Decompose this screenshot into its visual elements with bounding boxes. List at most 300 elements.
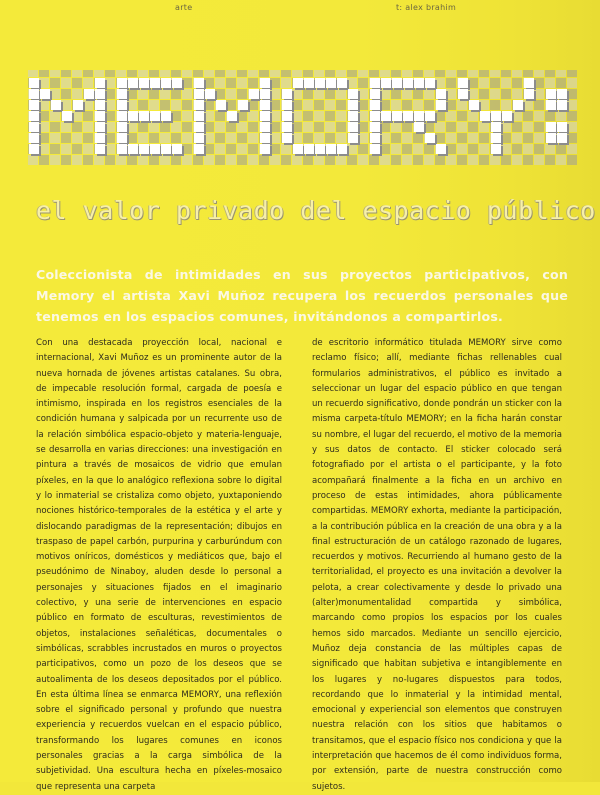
pixel-background-tile bbox=[61, 155, 71, 165]
pixel-background-tile bbox=[215, 122, 225, 132]
pixel-letter-tile bbox=[480, 111, 490, 121]
pixel-letter-tile bbox=[29, 111, 39, 121]
pixel-background-tile bbox=[281, 70, 291, 77]
pixel-background-tile bbox=[545, 78, 555, 88]
pixel-background-tile bbox=[325, 122, 335, 132]
pixel-background-tile bbox=[523, 144, 533, 154]
pixel-background-tile bbox=[567, 111, 577, 121]
pixel-background-tile bbox=[402, 133, 412, 143]
pixel-background-tile bbox=[138, 122, 148, 132]
pixel-letter-tile bbox=[29, 100, 39, 110]
pixel-background-tile bbox=[226, 122, 236, 132]
pixel-letter-tile bbox=[40, 89, 50, 99]
pixel-background-tile bbox=[479, 78, 489, 88]
pixel-background-tile bbox=[83, 111, 93, 121]
pixel-letter-tile bbox=[84, 89, 94, 99]
pixel-background-tile bbox=[28, 155, 38, 165]
pixel-background-tile bbox=[72, 144, 82, 154]
pixel-background-tile bbox=[402, 100, 412, 110]
pixel-background-tile bbox=[50, 111, 60, 121]
pixel-background-tile bbox=[182, 89, 192, 99]
pixel-background-tile bbox=[193, 70, 203, 77]
pixel-background-tile bbox=[523, 122, 533, 132]
pixel-letter-tile bbox=[546, 89, 556, 99]
pixel-background-tile bbox=[72, 89, 82, 99]
pixel-background-tile bbox=[501, 89, 511, 99]
pixel-background-tile bbox=[424, 155, 434, 165]
pixel-background-tile bbox=[94, 155, 104, 165]
pixel-letter-tile bbox=[117, 144, 127, 154]
pixel-background-tile bbox=[479, 144, 489, 154]
pixel-letter-tile bbox=[557, 133, 567, 143]
pixel-background-tile bbox=[380, 155, 390, 165]
pixel-background-tile bbox=[50, 133, 60, 143]
pixel-background-tile bbox=[248, 70, 258, 77]
pixel-background-tile bbox=[171, 100, 181, 110]
pixel-background-tile bbox=[281, 144, 291, 154]
pixel-letter-tile bbox=[216, 100, 226, 110]
lead-paragraph: Coleccionista de intimidades en sus proyectos participativos, con Memory el artista Xavi Muñoz recupera los recuerdos personales que tenemos en los espacios comunes, invitándonos a compartirlos. bbox=[36, 267, 568, 324]
pixel-background-tile bbox=[303, 122, 313, 132]
pixel-background-tile bbox=[457, 111, 467, 121]
pixel-background-tile bbox=[545, 70, 555, 77]
pixel-background-tile bbox=[39, 70, 49, 77]
pixel-background-tile bbox=[314, 122, 324, 132]
pixel-letter-tile bbox=[260, 100, 270, 110]
pixel-letter-tile bbox=[304, 78, 314, 88]
pixel-background-tile bbox=[248, 144, 258, 154]
pixel-background-tile bbox=[534, 155, 544, 165]
pixel-letter-tile bbox=[29, 89, 39, 99]
pixel-letter-tile bbox=[370, 122, 380, 132]
pixel-background-tile bbox=[83, 122, 93, 132]
pixel-background-tile bbox=[556, 111, 566, 121]
pixel-letter-tile bbox=[546, 122, 556, 132]
pixel-background-tile bbox=[534, 122, 544, 132]
pixel-letter-tile bbox=[95, 144, 105, 154]
pixel-background-tile bbox=[457, 155, 467, 165]
pixel-letter-tile bbox=[315, 78, 325, 88]
pixel-background-tile bbox=[523, 155, 533, 165]
pixel-background-tile bbox=[512, 78, 522, 88]
pixel-background-tile bbox=[457, 100, 467, 110]
pixel-background-tile bbox=[325, 155, 335, 165]
pixel-letter-tile bbox=[29, 122, 39, 132]
pixel-background-tile bbox=[237, 89, 247, 99]
pixel-background-tile bbox=[259, 70, 269, 77]
pixel-letter-tile bbox=[425, 111, 435, 121]
pixel-background-tile bbox=[61, 133, 71, 143]
pixel-letter-tile bbox=[381, 111, 391, 121]
pixel-background-tile bbox=[501, 155, 511, 165]
pixel-background-tile bbox=[138, 155, 148, 165]
pixel-background-tile bbox=[149, 133, 159, 143]
pixel-background-tile bbox=[116, 155, 126, 165]
pixel-background-tile bbox=[523, 133, 533, 143]
pixel-background-tile bbox=[468, 155, 478, 165]
pixel-background-tile bbox=[149, 122, 159, 132]
pixel-background-tile bbox=[512, 122, 522, 132]
pixel-background-tile bbox=[248, 155, 258, 165]
pixel-background-tile bbox=[567, 144, 577, 154]
pixel-background-tile bbox=[534, 100, 544, 110]
pixel-background-tile bbox=[413, 100, 423, 110]
pixel-background-tile bbox=[215, 144, 225, 154]
pixel-background-tile bbox=[424, 70, 434, 77]
pixel-background-tile bbox=[182, 155, 192, 165]
pixel-background-tile bbox=[237, 144, 247, 154]
pixel-background-tile bbox=[116, 70, 126, 77]
pixel-letter-tile bbox=[95, 89, 105, 99]
pixel-background-tile bbox=[72, 122, 82, 132]
pixel-background-tile bbox=[567, 70, 577, 77]
pixel-background-tile bbox=[28, 70, 38, 77]
pixel-letter-tile bbox=[194, 111, 204, 121]
pixel-background-tile bbox=[545, 111, 555, 121]
pixel-letter-tile bbox=[117, 78, 127, 88]
pixel-letter-tile bbox=[370, 133, 380, 143]
pixel-background-tile bbox=[50, 122, 60, 132]
pixel-background-tile bbox=[50, 144, 60, 154]
pixel-background-tile bbox=[281, 155, 291, 165]
pixel-letter-tile bbox=[117, 122, 127, 132]
pixel-background-tile bbox=[61, 89, 71, 99]
pixel-background-tile bbox=[248, 111, 258, 121]
pixel-background-tile bbox=[424, 144, 434, 154]
pixel-background-tile bbox=[358, 155, 368, 165]
pixel-letter-tile bbox=[315, 144, 325, 154]
pixel-background-tile bbox=[127, 155, 137, 165]
pixel-background-tile bbox=[314, 70, 324, 77]
pixel-letter-tile bbox=[502, 111, 512, 121]
pixel-letter-tile bbox=[128, 78, 138, 88]
pixel-background-tile bbox=[556, 70, 566, 77]
pixel-letter-tile bbox=[370, 89, 380, 99]
pixel-background-tile bbox=[358, 78, 368, 88]
pixel-letter-tile bbox=[161, 144, 171, 154]
pixel-background-tile bbox=[61, 78, 71, 88]
pixel-background-tile bbox=[435, 70, 445, 77]
pixel-letter-tile bbox=[326, 144, 336, 154]
pixel-background-tile bbox=[149, 100, 159, 110]
pixel-background-tile bbox=[105, 155, 115, 165]
pixel-background-tile bbox=[215, 133, 225, 143]
pixel-letter-tile bbox=[348, 89, 358, 99]
pixel-background-tile bbox=[446, 133, 456, 143]
pixel-background-tile bbox=[347, 155, 357, 165]
pixel-letter-tile bbox=[392, 111, 402, 121]
pixel-background-tile bbox=[314, 89, 324, 99]
pixel-letter-tile bbox=[172, 78, 182, 88]
pixel-background-tile bbox=[237, 78, 247, 88]
pixel-background-tile bbox=[413, 70, 423, 77]
pixel-letter-tile bbox=[436, 89, 446, 99]
pixel-background-tile bbox=[303, 155, 313, 165]
section-label: arte bbox=[175, 3, 193, 12]
pixel-background-tile bbox=[226, 155, 236, 165]
pixel-letter-tile bbox=[161, 111, 171, 121]
pixel-letter-tile bbox=[348, 133, 358, 143]
pixel-letter-tile bbox=[194, 78, 204, 88]
pixel-background-tile bbox=[149, 89, 159, 99]
pixel-background-tile bbox=[105, 70, 115, 77]
pixel-letter-tile bbox=[205, 89, 215, 99]
pixel-background-tile bbox=[160, 70, 170, 77]
pixel-letter-tile bbox=[117, 100, 127, 110]
pixel-letter-tile bbox=[150, 144, 160, 154]
pixel-letter-tile bbox=[436, 144, 446, 154]
pixel-background-tile bbox=[512, 144, 522, 154]
pixel-background-tile bbox=[369, 155, 379, 165]
pixel-background-tile bbox=[292, 155, 302, 165]
pixel-letter-tile bbox=[238, 100, 248, 110]
pixel-background-tile bbox=[391, 155, 401, 165]
pixel-background-tile bbox=[402, 122, 412, 132]
pixel-background-tile bbox=[215, 70, 225, 77]
pixel-letter-tile bbox=[128, 144, 138, 154]
pixel-background-tile bbox=[446, 70, 456, 77]
pixel-background-tile bbox=[171, 122, 181, 132]
pixel-letter-tile bbox=[194, 144, 204, 154]
pixel-letter-tile bbox=[348, 100, 358, 110]
pixel-letter-tile bbox=[370, 78, 380, 88]
pixel-background-tile bbox=[72, 70, 82, 77]
pixel-background-tile bbox=[303, 70, 313, 77]
pixel-background-tile bbox=[402, 155, 412, 165]
pixel-background-tile bbox=[61, 122, 71, 132]
pixel-background-tile bbox=[215, 111, 225, 121]
pixel-background-tile bbox=[138, 100, 148, 110]
pixel-background-tile bbox=[534, 111, 544, 121]
pixel-letter-tile bbox=[293, 78, 303, 88]
pixel-background-tile bbox=[413, 133, 423, 143]
pixel-letter-tile bbox=[524, 78, 534, 88]
pixel-background-tile bbox=[479, 133, 489, 143]
pixel-background-tile bbox=[303, 111, 313, 121]
pixel-background-tile bbox=[501, 100, 511, 110]
pixel-background-tile bbox=[61, 144, 71, 154]
pixel-background-tile bbox=[391, 122, 401, 132]
pixel-letter-tile bbox=[557, 100, 567, 110]
pixel-letter-tile bbox=[348, 111, 358, 121]
pixel-letter-tile bbox=[491, 133, 501, 143]
pixel-background-tile bbox=[479, 155, 489, 165]
pixel-letter-tile bbox=[469, 100, 479, 110]
pixel-letter-tile bbox=[337, 78, 347, 88]
pixel-background-tile bbox=[424, 89, 434, 99]
pixel-background-tile bbox=[138, 89, 148, 99]
pixel-background-tile bbox=[237, 70, 247, 77]
pixel-background-tile bbox=[490, 89, 500, 99]
pixel-background-tile bbox=[160, 155, 170, 165]
pixel-background-tile bbox=[490, 155, 500, 165]
pixel-letter-tile bbox=[326, 78, 336, 88]
pixel-background-tile bbox=[523, 111, 533, 121]
pixel-letter-tile bbox=[458, 89, 468, 99]
pixel-background-tile bbox=[501, 70, 511, 77]
pixel-background-tile bbox=[325, 100, 335, 110]
pixel-background-tile bbox=[545, 155, 555, 165]
pixel-background-tile bbox=[270, 155, 280, 165]
pixel-letter-tile bbox=[557, 89, 567, 99]
pixel-background-tile bbox=[325, 89, 335, 99]
pixel-letter-tile bbox=[139, 144, 149, 154]
pixel-letter-tile bbox=[194, 89, 204, 99]
pixel-background-tile bbox=[171, 70, 181, 77]
pixel-title-graphic bbox=[28, 70, 580, 180]
pixel-letter-tile bbox=[260, 78, 270, 88]
pixel-background-tile bbox=[325, 111, 335, 121]
pixel-background-tile bbox=[391, 144, 401, 154]
pixel-background-tile bbox=[336, 133, 346, 143]
pixel-background-tile bbox=[413, 144, 423, 154]
pixel-letter-tile bbox=[282, 111, 292, 121]
pixel-letter-tile bbox=[117, 133, 127, 143]
pixel-letter-tile bbox=[403, 111, 413, 121]
pixel-background-tile bbox=[336, 70, 346, 77]
pixel-background-tile bbox=[171, 133, 181, 143]
pixel-background-tile bbox=[50, 78, 60, 88]
pixel-background-tile bbox=[490, 100, 500, 110]
pixel-background-tile bbox=[325, 70, 335, 77]
pixel-letter-tile bbox=[282, 133, 292, 143]
pixel-background-tile bbox=[523, 70, 533, 77]
pixel-background-tile bbox=[567, 78, 577, 88]
pixel-background-tile bbox=[248, 78, 258, 88]
pixel-background-tile bbox=[94, 70, 104, 77]
pixel-letter-tile bbox=[73, 100, 83, 110]
pixel-background-tile bbox=[336, 89, 346, 99]
pixel-letter-tile bbox=[425, 78, 435, 88]
pixel-background-tile bbox=[402, 89, 412, 99]
pixel-background-tile bbox=[182, 133, 192, 143]
pixel-background-tile bbox=[391, 89, 401, 99]
pixel-background-tile bbox=[446, 155, 456, 165]
pixel-letter-tile bbox=[458, 78, 468, 88]
pixel-background-tile bbox=[347, 70, 357, 77]
pixel-letter-tile bbox=[29, 133, 39, 143]
pixel-letter-tile bbox=[194, 122, 204, 132]
subtitle: el valor privado del espacio público bbox=[36, 196, 596, 225]
pixel-title bbox=[28, 70, 580, 180]
pixel-letter-tile bbox=[260, 144, 270, 154]
pixel-background-tile bbox=[391, 100, 401, 110]
pixel-letter-tile bbox=[524, 89, 534, 99]
pixel-background-tile bbox=[237, 122, 247, 132]
pixel-background-tile bbox=[182, 70, 192, 77]
pixel-background-tile bbox=[281, 78, 291, 88]
pixel-letter-tile bbox=[304, 144, 314, 154]
body-column-left: Con una destacada proyección local, nacional e internacional, Xavi Muñoz es un prominente autor de la nueva hornada de jóvenes artistas catalanes. Su obra, de impecable resolución formal, cargada de poesía e intimismo, inspirada en los registros esenciales de la condición humana y salpicada por un recurrente uso de la relación simbólica espacio-objeto y materia-lenguaje, se desarrolla en varias direcciones: una investigación en pintura a través de mosaicos de vidrio que emulan píxeles, en la que lo analógico reflexiona sobre lo digital y lo inmaterial se cristaliza como objeto, yuxtaponiendo nociones histórico-temporales de la estética y el arte y dislocando paradigmas de la representación; dibujos en traspaso de papel carbón, purpurina y carburúndum con motivos oníricos, domésticos y mediáticos que, bajo el pseudónimo de Ninaboy, aluden desde lo personal a personajes y situaciones fijados en el imaginario colectivo, y una serie de intervenciones en espacio público en formato de esculturas, revestimientos de objetos, instalaciones señaléticas, documentales o simbólicas, scrabbles incrustados en muros o proyectos participativos, como un pozo de los deseos que se autoalimenta de los deseos depositados por el público. En esta última línea se enmarca MEMORY, una reflexión sobre el significado personal y profundo que nuestra experiencia y recuerdos vuelcan en el espacio público, transformando los lugares comunes en iconos personales gracias a la carga simbólica de la subjetividad. Una escultura hecha en píxeles-mosaico que representa una carpeta bbox=[36, 338, 282, 792]
pixel-background-tile bbox=[270, 70, 280, 77]
pixel-letter-tile bbox=[249, 89, 259, 99]
pixel-background-tile bbox=[182, 122, 192, 132]
pixel-letter-tile bbox=[62, 111, 72, 121]
pixel-letter-tile bbox=[51, 100, 61, 110]
body-column-right: de escritorio informático titulada MEMORY sirve como reclamo físico; allí, mediante fichas rellenables cual formularios administrativos, el público es invitado a seleccionar un lugar del espacio público en que tengan un recuerdo significativo, donde pondrán un sticker con la misma carpeta-título MEMORY; en la ficha harán constar su nombre, el lugar del recuerdo, el motivo de la memoria y sus datos de contacto. El sticker colocado será fotografiado por el artista o el participante, y la foto acompañará finalmente a la ficha en un archivo en proceso de estas intimidades, ahora públicamente compartidas. MEMORY exhorta, mediante la participación, a la contribución pública en la creación de una obra y a la final estructuración de un catálogo razonado de lugares, recuerdos y motivos. Recurriendo al humano gesto de la territorialidad, el proyecto es una invitación a devolver la pelota, a crear colectivamente y desde lo privado una (alter)monumentalidad compartida y simbólica, marcando como propios los espacios por los cuales hemos sido marcados. Mediante un sencillo ejercicio, Muñoz deja constancia de las múltiples capas de significado que habitan subjetiva e intangiblemente en los lugares y no-lugares dispuestos para todos, recordando que lo inmaterial y la intimidad mental, emocional y experiencial son elementos que construyen nuestra relación con los sitios que habitamos o transitamos, que el espacio físico nos condiciona y que la interpretación que hacemos de él como individuos forma, por extensión, parte de nuestra construcción como sujetos. bbox=[312, 338, 562, 792]
pixel-letter-tile bbox=[392, 78, 402, 88]
pixel-letter-tile bbox=[95, 100, 105, 110]
pixel-background-tile bbox=[391, 70, 401, 77]
pixel-background-tile bbox=[61, 70, 71, 77]
pixel-background-tile bbox=[413, 155, 423, 165]
pixel-letter-tile bbox=[337, 144, 347, 154]
pixel-background-tile bbox=[446, 78, 456, 88]
pixel-letter-tile bbox=[29, 78, 39, 88]
pixel-background-tile bbox=[83, 70, 93, 77]
pixel-letter-tile bbox=[194, 100, 204, 110]
pixel-background-tile bbox=[83, 144, 93, 154]
pixel-background-tile bbox=[468, 122, 478, 132]
pixel-background-tile bbox=[512, 70, 522, 77]
pixel-background-tile bbox=[391, 133, 401, 143]
pixel-background-tile bbox=[556, 155, 566, 165]
pixel-letter-tile bbox=[161, 78, 171, 88]
pixel-letter-tile bbox=[425, 133, 435, 143]
pixel-background-tile bbox=[457, 122, 467, 132]
pixel-background-tile bbox=[72, 78, 82, 88]
pixel-background-tile bbox=[413, 89, 423, 99]
pixel-background-tile bbox=[171, 155, 181, 165]
pixel-background-tile bbox=[545, 144, 555, 154]
pixel-background-tile bbox=[83, 78, 93, 88]
pixel-background-tile bbox=[226, 89, 236, 99]
pixel-background-tile bbox=[556, 78, 566, 88]
pixel-letter-tile bbox=[546, 100, 556, 110]
pixel-letter-tile bbox=[194, 133, 204, 143]
pixel-background-tile bbox=[325, 133, 335, 143]
pixel-background-tile bbox=[479, 122, 489, 132]
pixel-background-tile bbox=[512, 89, 522, 99]
pixel-background-tile bbox=[336, 100, 346, 110]
pixel-letter-tile bbox=[491, 144, 501, 154]
pixel-background-tile bbox=[512, 133, 522, 143]
pixel-background-tile bbox=[314, 133, 324, 143]
running-header bbox=[0, 0, 600, 18]
pixel-background-tile bbox=[182, 100, 192, 110]
pixel-background-tile bbox=[226, 144, 236, 154]
pixel-background-tile bbox=[149, 70, 159, 77]
pixel-background-tile bbox=[468, 70, 478, 77]
pixel-letter-tile bbox=[293, 144, 303, 154]
pixel-letter-tile bbox=[172, 144, 182, 154]
pixel-background-tile bbox=[248, 122, 258, 132]
article-body bbox=[36, 336, 566, 792]
author-credit: t: alex brahim bbox=[396, 3, 457, 12]
pixel-letter-tile bbox=[348, 122, 358, 132]
pixel-background-tile bbox=[303, 89, 313, 99]
pixel-background-tile bbox=[226, 70, 236, 77]
pixel-background-tile bbox=[72, 133, 82, 143]
pixel-letter-tile bbox=[370, 100, 380, 110]
pixel-letter-tile bbox=[260, 122, 270, 132]
pixel-background-tile bbox=[490, 78, 500, 88]
pixel-letter-tile bbox=[95, 133, 105, 143]
pixel-letter-tile bbox=[282, 122, 292, 132]
pixel-letter-tile bbox=[29, 144, 39, 154]
pixel-background-tile bbox=[193, 155, 203, 165]
pixel-background-tile bbox=[138, 70, 148, 77]
pixel-background-tile bbox=[457, 144, 467, 154]
pixel-background-tile bbox=[446, 111, 456, 121]
pixel-background-tile bbox=[314, 100, 324, 110]
pixel-background-tile bbox=[215, 78, 225, 88]
pixel-letter-tile bbox=[139, 111, 149, 121]
pixel-background-tile bbox=[435, 155, 445, 165]
pixel-background-tile bbox=[226, 133, 236, 143]
pixel-background-tile bbox=[204, 70, 214, 77]
pixel-background-tile bbox=[380, 70, 390, 77]
